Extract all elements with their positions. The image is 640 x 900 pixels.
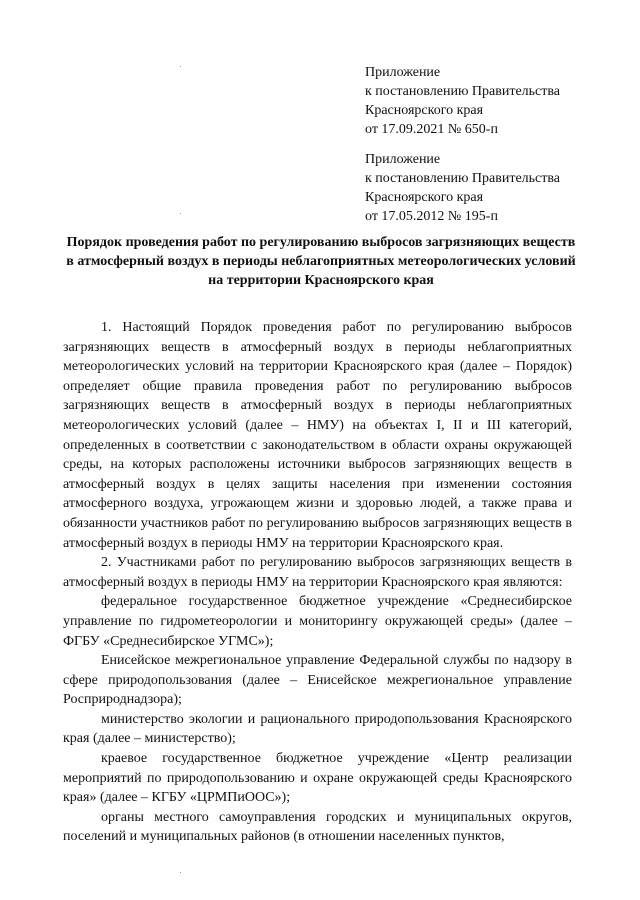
appendix-date-number: от 17.05.2012 № 195-п [365, 209, 498, 224]
paragraph: министерство экологии и рационального природопользования Красноярского края (далее – министерство); [63, 711, 572, 747]
scan-speck [180, 213, 181, 214]
paragraph: 2. Участниками работ по регулированию выбросов загрязняющих веществ в атмосферный воздух в периоды НМУ на территории Красноярского края являются: [63, 555, 572, 590]
paragraph: Енисейское межрегиональное управление Федеральной службы по надзору в сфере природопользования (далее – Енисейское межрегиональное управление Росприроднадзора); [63, 653, 572, 708]
appendix-line: Красноярского края [365, 103, 484, 118]
appendix-header-original [365, 150, 560, 226]
scan-speck [180, 872, 181, 873]
document-body [63, 318, 572, 847]
appendix-line: к постановлению Правительства [365, 84, 561, 99]
appendix-header-current [365, 63, 560, 139]
document-title: Порядок проведения работ по регулированию выбросов загрязняющих веществ в атмосферный воздух в периоды неблагоприятных метеорологических условий на территории Красноярского края [66, 235, 576, 288]
paragraph: краевое государственное бюджетное учреждение «Центр реализации мероприятий по природопользованию и охране окружающей среды Красноярского края» (далее – КГБУ «ЦРМПиООС»); [63, 751, 572, 806]
scan-speck [180, 66, 181, 67]
appendix-line: Красноярского края [365, 190, 484, 205]
paragraph: 1. Настоящий Порядок проведения работ по регулированию выбросов загрязняющих веществ в атмосферный воздух в периоды неблагоприятных метеорологических условий на территории Красноярского края (далее – Порядок) определяет общие правила проведения работ по регулированию выбросов загрязняющих веществ в атмосферный воздух в периоды неблагоприятных метеорологических условий (далее – НМУ) на объектах I, II и III категорий, определенных в соответствии с законодательством в области охраны окружающей среды, на которых расположены источники выбросов загрязняющих веществ в атмосферный воздух в целях защиты населения при изменении состояния атмосферного воздуха, угрожающем жизни и здоровью людей, а также права и обязанности участников работ по регулированию выбросов загрязняющих веществ в атмосферный воздух в периоды НМУ на территории Красноярского края. [63, 320, 572, 551]
appendix-date-number: от 17.09.2021 № 650-п [365, 122, 498, 137]
appendix-line: Приложение [365, 65, 441, 80]
appendix-line: Приложение [365, 152, 441, 167]
paragraph: федеральное государственное бюджетное учреждение «Среднесибирское управление по гидрометеорологии и мониторингу окружающей среды» (далее – ФГБУ «Среднесибирское УГМС»); [63, 594, 572, 649]
appendix-line: к постановлению Правительства [365, 171, 561, 186]
paragraph: органы местного самоуправления городских и муниципальных округов, поселений и муниципальных районов (в отношении населенных пунктов, [63, 809, 572, 845]
